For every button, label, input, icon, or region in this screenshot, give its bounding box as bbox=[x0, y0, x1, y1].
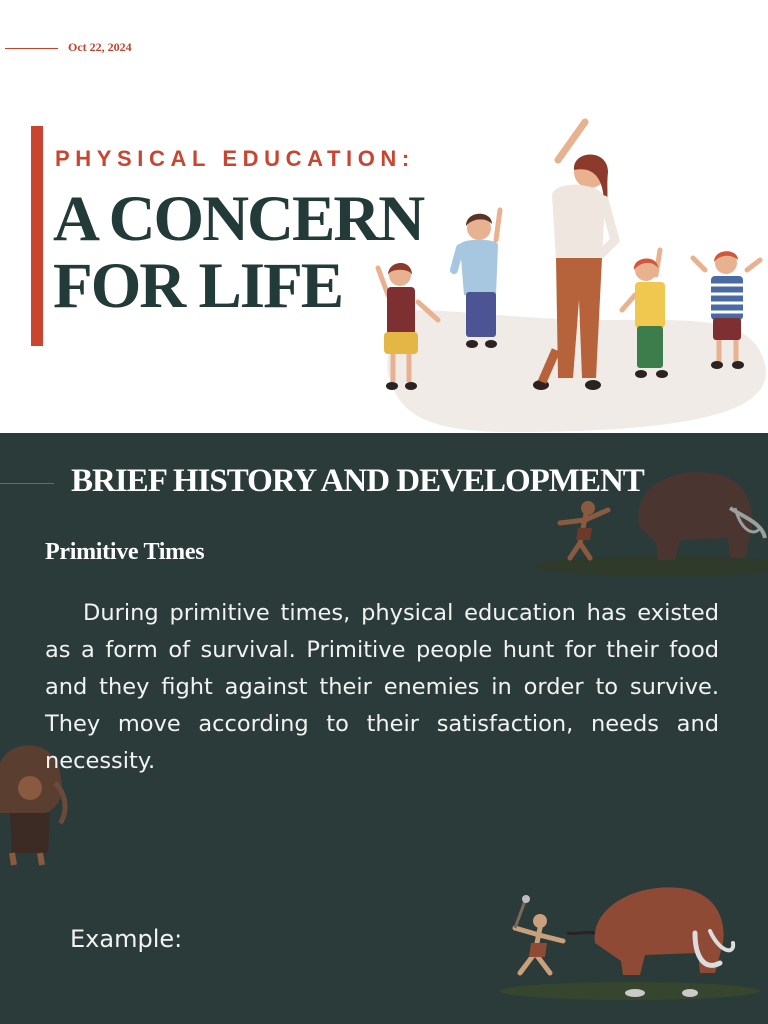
header-section bbox=[0, 0, 768, 433]
subsection-heading: Primitive Times bbox=[45, 539, 205, 565]
title-accent-bar bbox=[31, 126, 43, 346]
mammoth-hunt-illustration-2 bbox=[495, 873, 760, 1003]
kids-exercising-illustration bbox=[360, 110, 768, 433]
title-line-2: FOR LIFE bbox=[53, 250, 343, 322]
section-heading: BRIEF HISTORY AND DEVELOPMENT bbox=[71, 463, 644, 499]
date-rule bbox=[5, 48, 58, 49]
title-line-1: A CONCERN bbox=[53, 183, 424, 255]
heading-rule bbox=[0, 483, 54, 484]
history-section bbox=[0, 433, 768, 1024]
publish-date: Oct 22, 2024 bbox=[68, 40, 132, 54]
body-paragraph: During primitive times, physical education has existed as a form of survival. Primitive people hunt for their food and they fight against their enemies in order to survive. They move according to their satisfaction, needs and necessity. bbox=[45, 600, 719, 774]
example-label: Example: bbox=[70, 925, 183, 953]
kicker-text: PHYSICAL EDUCATION: bbox=[55, 146, 415, 171]
